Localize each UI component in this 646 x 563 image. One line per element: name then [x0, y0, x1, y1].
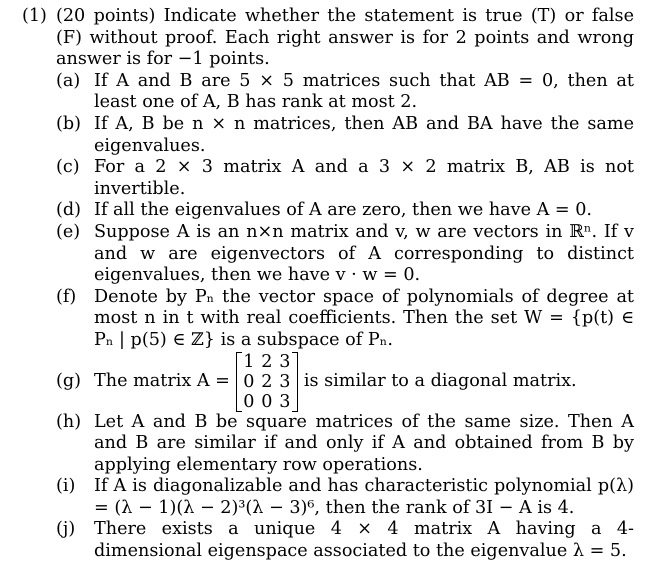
- matrix-a: [236, 352, 298, 412]
- statement-label: (i): [56, 476, 76, 497]
- matrix-cell: 2: [261, 351, 273, 372]
- statement-text: If all the eigenvalues of A are zero, then we have A = 0.: [94, 200, 593, 221]
- statement-text: For a 2 × 3 matrix A and a 3 × 2 matrix B, AB is not invertible.: [94, 157, 634, 199]
- statement-text: If A and B are 5 × 5 matrices such that AB = 0, then at least one of A, B has rank at most 2.: [94, 70, 634, 113]
- statement-label: (b): [56, 113, 81, 134]
- statement-h: [56, 412, 634, 477]
- statement-text: [94, 352, 634, 412]
- statement-label: (j): [56, 519, 76, 540]
- matrix-cell: 3: [279, 351, 291, 372]
- statement-text: Denote by Pₙ the vector space of polynomials of degree at most n in t with real coefficients. Then the set W = {p(t) ∈ Pₙ | p(5) ∈ ℤ} is a subspace of Pₙ.: [94, 286, 634, 350]
- statement-e: [56, 222, 634, 287]
- statement-label: (a): [56, 70, 81, 91]
- statement-label: (g): [56, 370, 81, 391]
- statement-d: [56, 200, 634, 222]
- statement-label: (c): [56, 157, 80, 178]
- statement-label: (d): [56, 200, 81, 221]
- statement-g: [56, 352, 634, 412]
- statement-text-after: is similar to a diagonal matrix.: [303, 370, 577, 391]
- statement-b: [56, 114, 634, 157]
- statement-text: Let A and B be square matrices of the same size. Then A and B are similar if and only if A and obtained from B by applying elementary row operations.: [94, 411, 634, 475]
- statement-label: (h): [56, 411, 82, 432]
- statement-text: If A is diagonalizable and has characteristic polynomial p(λ) = (λ − 1)(λ − 2)³(λ − 3)⁶, then the rank of 3I − A is 4.: [94, 476, 634, 518]
- statement-text: There exists a unique 4 × 4 matrix A having a 4-dimensional eigenspace associated to the eigenvalue λ = 5.: [94, 519, 634, 562]
- statement-text: If A, B be n × n matrices, then AB and BA have the same eigenvalues.: [94, 113, 634, 156]
- statement-j: [56, 519, 634, 562]
- matrix-cell: 0: [243, 391, 255, 412]
- matrix-cell: 3: [279, 391, 291, 412]
- question-number: (1): [22, 6, 47, 26]
- matrix-cell: 1: [243, 351, 255, 372]
- matrix-cell: 0: [261, 391, 273, 412]
- question-intro: (20 points) Indicate whether the statement is true (T) or false (F) without proof. Each right answer is for 2 points and wrong answer is for −1 points.: [56, 6, 634, 70]
- matrix-cell: 2: [261, 371, 273, 392]
- matrix-cell: 3: [279, 371, 291, 392]
- statement-a: [56, 71, 634, 114]
- matrix-cell: 0: [243, 371, 255, 392]
- statement-i: [56, 476, 634, 519]
- question-header: [22, 6, 634, 71]
- statement-c: [56, 157, 634, 200]
- statement-list: [56, 71, 634, 563]
- statement-label: (e): [56, 221, 81, 242]
- statement-label: (f): [56, 286, 77, 307]
- statement-text-before: The matrix A =: [94, 370, 230, 391]
- statement-text: Suppose A is an n×n matrix and v, w are vectors in ℝⁿ. If v and w are eigenvectors of A corresponding to distinct eigenvalues, then we have v · w = 0.: [94, 221, 634, 286]
- statement-f: [56, 287, 634, 352]
